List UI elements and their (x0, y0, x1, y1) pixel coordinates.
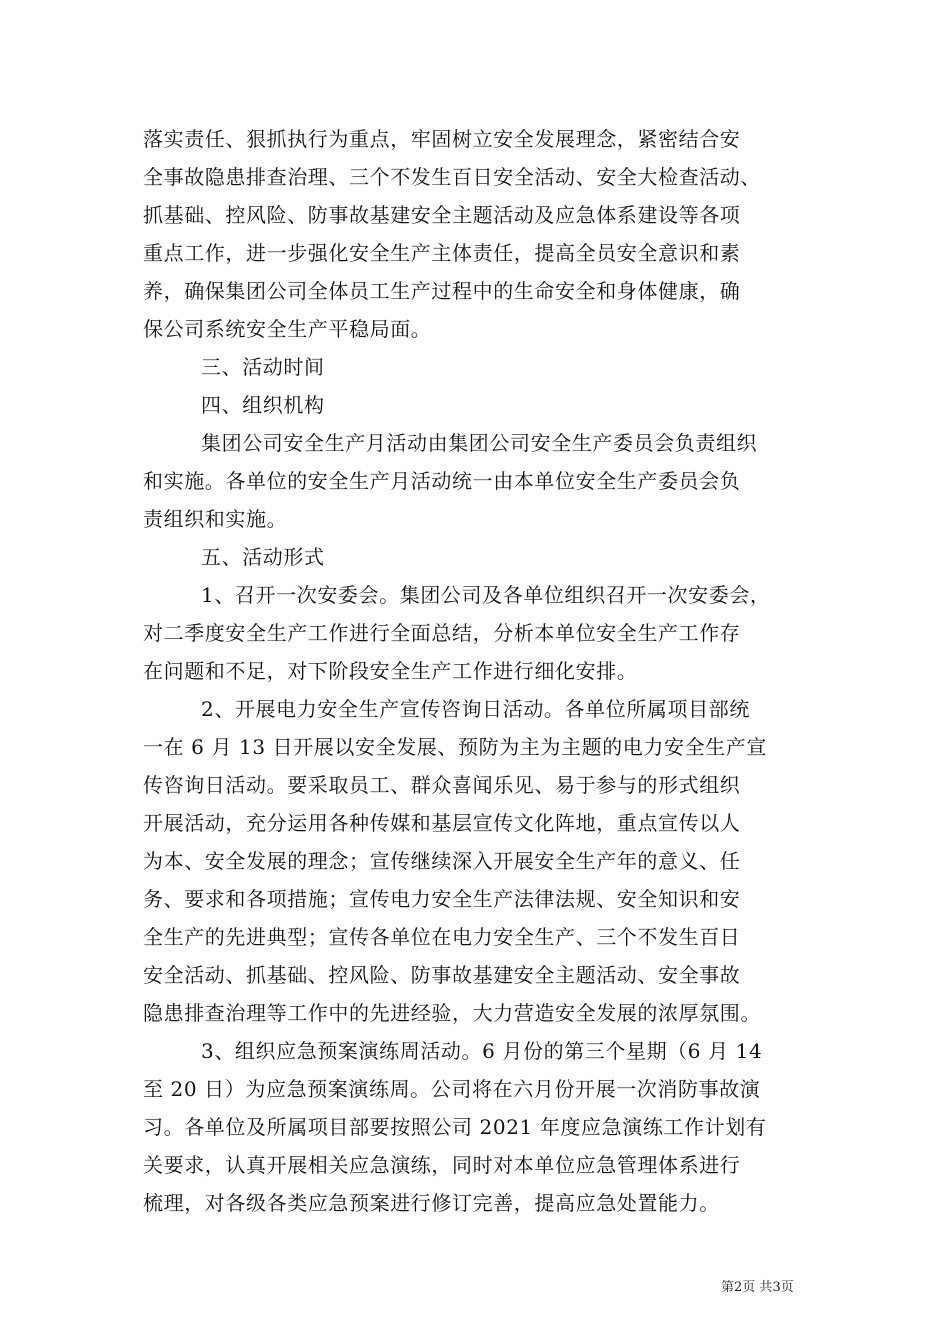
section-heading: 五、活动形式 (201, 545, 325, 569)
paragraph-line: 安全活动、抓基础、控风险、防事故基建安全主题活动、安全事故 (143, 963, 741, 987)
paragraph-line: 重点工作，进一步强化安全生产主体责任，提高全员安全意识和素 (143, 241, 741, 265)
paragraph-line: 隐患排查治理等工作中的先进经验，大力营造安全发展的浓厚氛围。 (143, 1001, 761, 1025)
paragraph-line: 为本、安全发展的理念；宣传继续深入开展安全生产年的意义、任 (143, 849, 741, 873)
paragraph-line: 在问题和不足，对下阶段安全生产工作进行细化安排。 (143, 659, 638, 683)
paragraph-line: 2、开展电力安全生产宣传咨询日活动。各单位所属项目部统 (201, 697, 750, 721)
paragraph-line: 关要求，认真开展相关应急演练，同时对本单位应急管理体系进行 (143, 1153, 741, 1177)
paragraph-line: 养，确保集团公司全体员工生产过程中的生命安全和身体健康，确 (143, 279, 741, 303)
paragraph-line: 保公司系统安全生产平稳局面。 (143, 317, 432, 341)
paragraph-line: 开展活动，充分运用各种传媒和基层宣传文化阵地，重点宣传以人 (143, 811, 741, 835)
page-number-footer (721, 1276, 794, 1295)
footer-prefix: 第 (721, 1280, 735, 1295)
paragraph-line: 习。各单位及所属项目部要按照公司 2021 年度应急演练工作计划有 (143, 1115, 767, 1139)
paragraph-line: 务、要求和各项措施；宣传电力安全生产法律法规、安全知识和安 (143, 887, 741, 911)
paragraph-line: 对二季度安全生产工作进行全面总结，分析本单位安全生产工作存 (143, 621, 741, 645)
paragraph-line: 责组织和实施。 (143, 507, 288, 531)
paragraph-line: 全生产的先进典型；宣传各单位在电力安全生产、三个不发生百日 (143, 925, 741, 949)
section-heading: 四、组织机构 (201, 393, 325, 417)
paragraph-line: 3、组织应急预案演练周活动。6 月份的第三个星期（6 月 14 (201, 1039, 763, 1063)
footer-suffix: 页 (780, 1280, 794, 1295)
current-page-number: 2 (734, 1280, 743, 1295)
paragraph-line: 和实施。各单位的安全生产月活动统一由本单位安全生产委员会负 (143, 469, 741, 493)
total-page-number: 3 (772, 1280, 781, 1295)
paragraph-line: 集团公司安全生产月活动由集团公司安全生产委员会负责组织 (201, 431, 758, 455)
paragraph-line: 梳理，对各级各类应急预案进行修订完善，提高应急处置能力。 (143, 1191, 720, 1215)
paragraph-line: 传咨询日活动。要采取员工、群众喜闻乐见、易于参与的形式组织 (143, 773, 741, 797)
paragraph-line: 一在 6 月 13 日开展以安全发展、预防为主为主题的电力安全生产宣 (143, 735, 768, 759)
paragraph-line: 1、召开一次安委会。集团公司及各单位组织召开一次安委会， (201, 583, 771, 607)
paragraph-line: 至 20 日）为应急预案演练周。公司将在六月份开展一次消防事故演 (143, 1077, 761, 1101)
section-heading: 三、活动时间 (201, 355, 325, 379)
paragraph-line: 落实责任、狠抓执行为重点，牢固树立安全发展理念，紧密结合安 (143, 127, 741, 151)
paragraph-line: 抓基础、控风险、防事故基建安全主题活动及应急体系建设等各项 (143, 203, 741, 227)
footer-middle: 页 共 (742, 1280, 773, 1295)
paragraph-line: 全事故隐患排查治理、三个不发生百日安全活动、安全大检查活动、 (143, 165, 761, 189)
body-text (143, 120, 823, 1222)
